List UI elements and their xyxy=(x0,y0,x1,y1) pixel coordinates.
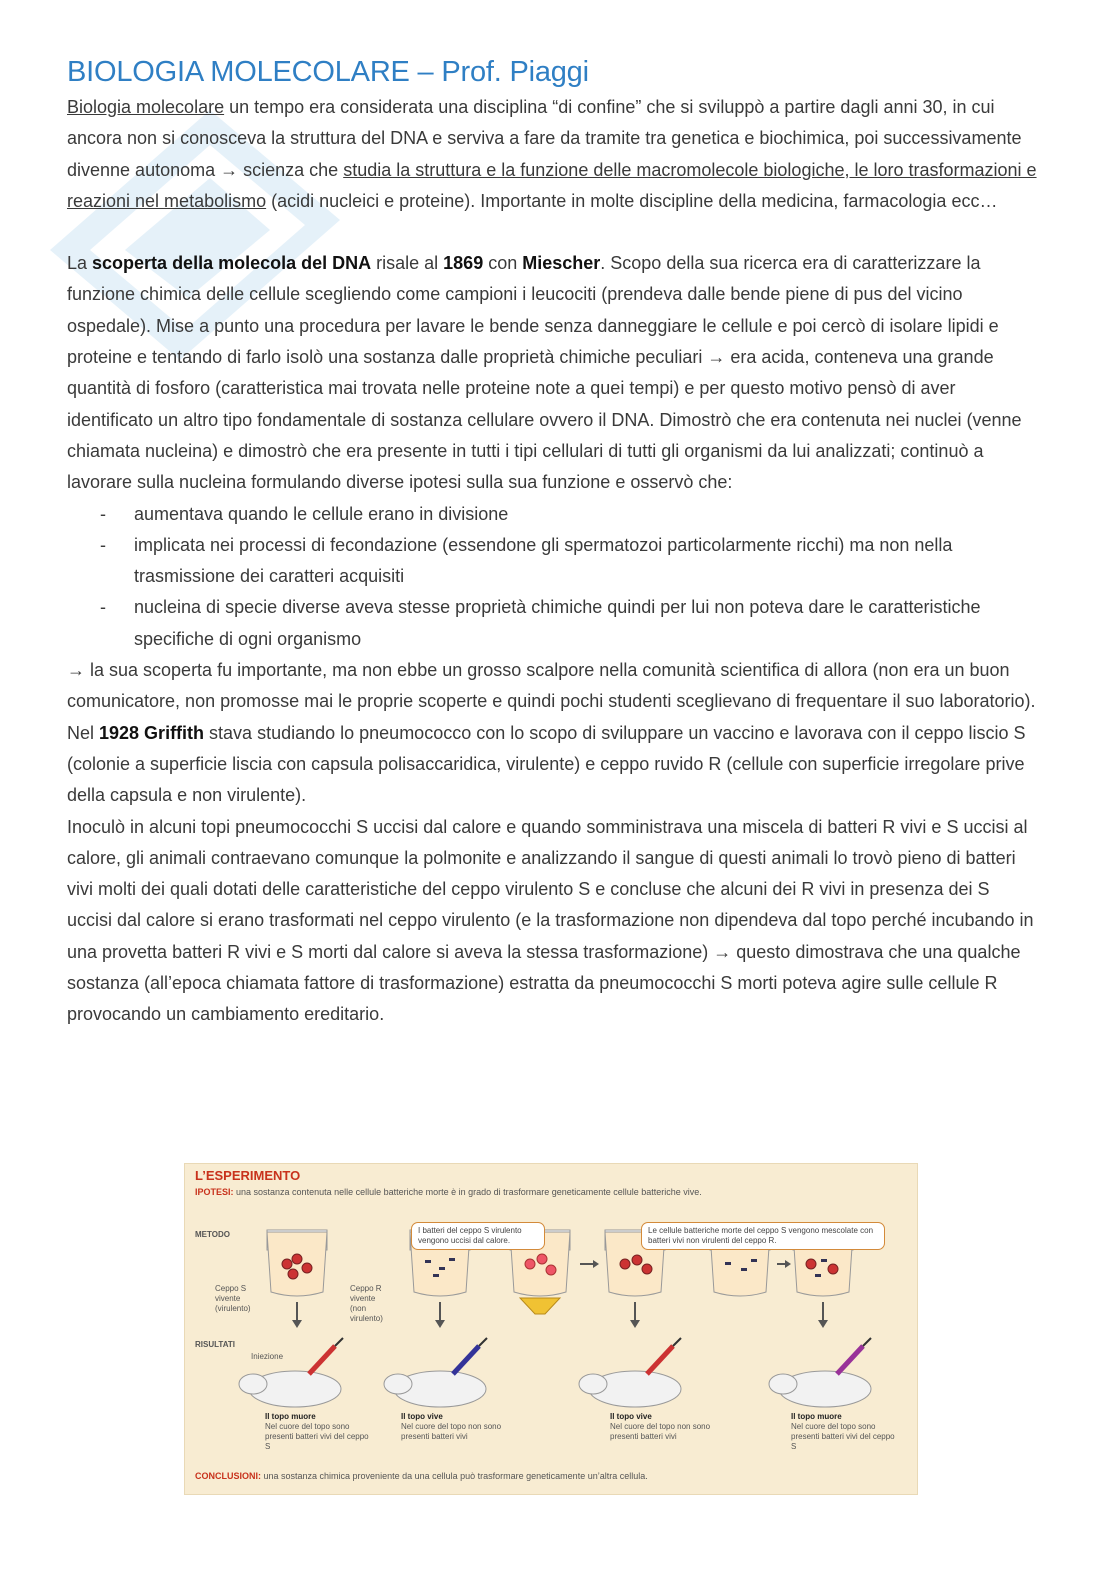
figure-hypothesis xyxy=(195,1187,702,1197)
mouse-icon xyxy=(384,1371,486,1407)
intro-paragraph xyxy=(67,92,1037,217)
hypothesis-label: IPOTESI: xyxy=(195,1187,234,1197)
intro-text-1: un tempo era considerata una disciplina “di confine” che si sviluppò a partire dagli anni 30, in cui ancora non si conosceva la struttura del DNA e serviva a fare da tramite tra genetica e biochimica, poi successivamente divenne autonoma xyxy=(67,97,1022,180)
callout-heat-killed: I batteri del ceppo S virulento vengono uccisi dal calore. xyxy=(411,1222,545,1250)
outcome-caption xyxy=(610,1412,720,1442)
list-item: - implicata nei processi di fecondazione (essendone gli spermatozoi particolarmente ricchi) ma non nella trasmissione dei caratteri acquisiti xyxy=(67,530,1037,593)
paragraph-gap xyxy=(67,217,1037,248)
arrow-icon: → xyxy=(220,159,239,180)
conclusion-label: CONCLUSIONI: xyxy=(195,1471,261,1481)
text-run: . Scopo della sua ricerca era di caratterizzare la funzione chimica delle cellule scegliendo come campioni i leucociti (prendeva dalle bende piene di pus del vicino ospedale). Mise a punto una procedura per lavare le bende senza danneggiare le cellule e poi cercò di isolare lipidi e proteine e tentando di farlo isolò una sostanza dalle proprietà chimiche peculiari → era acida, conteneva una grande quantità di fosforo (caratteristica mai trovata nelle proteine note a quei tempi) e per questo motivo pensò di aver identificato un altro tipo fondamentale di sostanza cellulare ovvero il DNA. Dimostrò che era contenuta nei nuclei (venne chiamata nucleina) e dimostrò che era presente in tutti i tipi cellulari di tutti gli organismi da lui analizzati; continuò a lavorare sulla nucleina formulando diverse ipotesi sulla sua funzione e osservò che: xyxy=(67,253,1022,493)
list-item: - aumentava quando le cellule erano in divisione xyxy=(67,499,1037,530)
conclusion-text: una sostanza chimica proveniente da una cellula può trasformare geneticamente un’altra cellula. xyxy=(261,1471,648,1481)
text-run: stava studiando lo pneumococco con lo scopo di sviluppare un vaccino e lavorava con il ceppo liscio S (colonie a superficie liscia con capsula polisaccaridica, virulente) e ceppo ruvido R (cellule con superficie irregolare prive della capsula e non virulente). xyxy=(67,722,1026,806)
list-item: - nucleina di specie diverse aveva stesse proprietà chimiche quindi per lui non poteva dare le caratteristiche specifiche di ogni organismo xyxy=(67,592,1037,655)
text-run: risale al xyxy=(371,253,444,274)
intro-term: Biologia molecolare xyxy=(67,97,225,117)
griffith-paragraph xyxy=(67,718,1037,812)
results-label: RISULTATI xyxy=(195,1340,235,1349)
miescher-paragraph xyxy=(67,248,1037,498)
text-run: Nel xyxy=(67,722,100,743)
outcome-title: Il topo vive xyxy=(610,1412,652,1421)
outcome-caption xyxy=(265,1412,375,1452)
syringe-icon xyxy=(453,1338,487,1374)
outcome-text: Nel cuore del topo non sono presenti batteri vivi xyxy=(401,1422,502,1441)
syringe-icon xyxy=(837,1338,871,1374)
mouse-icon xyxy=(769,1371,871,1407)
callout-mixture: Le cellule batteriche morte del ceppo S vengono mescolate con batteri vivi non virulenti del ceppo R. xyxy=(641,1222,885,1250)
outcome-caption xyxy=(401,1412,511,1442)
outcome-text: Nel cuore del topo sono presenti batteri vivi del ceppo S xyxy=(791,1422,895,1451)
outcome-title: Il topo vive xyxy=(401,1412,443,1421)
hypothesis-text: una sostanza contenuta nelle cellule batteriche morte è in grado di trasformare geneticamente cellule batteriche vive. xyxy=(233,1187,702,1197)
experiment-figure xyxy=(184,1163,918,1495)
mouse-icon xyxy=(579,1371,681,1407)
figure-title: L’ESPERIMENTO xyxy=(195,1168,301,1183)
beaker-icon xyxy=(267,1230,327,1296)
bold-name: Miescher xyxy=(522,253,601,274)
griffith-paragraph-2: Inoculò in alcuni topi pneumococchi S uccisi dal calore e quando somministrava una miscela di batteri R vivi e S uccisi al calore, gli animali contraevano comunque la polmonite e analizzando il sangue di questi animali lo trovò pieno di batteri vivi molti dei quali dotati delle caratteristiche del ceppo virulento S e concluse che alcuni dei R vivi in presenza dei S uccisi dal calore si erano trasformati nel ceppo virulento (e la trasformazione non dipendeva dal topo perché incubando in una provetta batteri R vivi e S morti dal calore si aveva la stessa trasformazione) → questo dimostrava che una qualche sostanza (all’epoca chiamata fattore di trasformazione) estratta da pneumococchi S morti poteva agire sulle cellule R provocando un cambiamento ereditario. xyxy=(67,816,1034,1025)
text-run: con xyxy=(483,253,523,274)
outcome-text: Nel cuore del topo sono presenti batteri vivi del ceppo S xyxy=(265,1422,369,1451)
outcome-caption xyxy=(791,1412,901,1452)
strain-r-label: Ceppo R vivente (non virulento) xyxy=(350,1284,383,1323)
method-label: METODO xyxy=(195,1230,230,1239)
intro-text-3: (acidi nucleici e proteine). Importante in molte discipline della medicina, farmacologia ecc… xyxy=(266,190,998,211)
outcome-title: Il topo muore xyxy=(791,1412,842,1421)
text-run: La xyxy=(67,253,93,274)
bold-run: scoperta della molecola del DNA xyxy=(92,253,372,274)
intro-text-2: scienza che xyxy=(238,159,344,180)
bold-run: 1928 Griffith xyxy=(99,722,205,743)
mouse-icon xyxy=(239,1371,341,1407)
outcome-title: Il topo muore xyxy=(265,1412,316,1421)
strain-s-label: Ceppo S vivente (virulento) xyxy=(215,1284,251,1313)
observations-list xyxy=(67,499,1037,655)
syringe-icon xyxy=(647,1338,681,1374)
outcome-text: Nel cuore del topo non sono presenti batteri vivi xyxy=(610,1422,711,1441)
page-title: BIOLOGIA MOLECOLARE – Prof. Piaggi xyxy=(67,56,589,88)
miescher-conclusion: → la sua scoperta fu importante, ma non ebbe un grosso scalpore nella comunità scientifica di allora (non era un buon comunicatore, non promosse mai le proprie scoperte e quindi pochi studenti sceglievano di frequentare il suo laboratorio). xyxy=(67,660,1036,712)
bold-year: 1869 xyxy=(443,253,484,274)
intro-definition: studia la struttura e la funzione delle macromolecole biologiche, le loro trasformazioni e reazioni nel metabolismo xyxy=(67,159,1037,211)
document-page xyxy=(67,52,1037,1031)
figure-conclusion xyxy=(195,1471,648,1481)
syringe-icon xyxy=(309,1338,343,1374)
injection-label: Iniezione xyxy=(251,1352,284,1361)
